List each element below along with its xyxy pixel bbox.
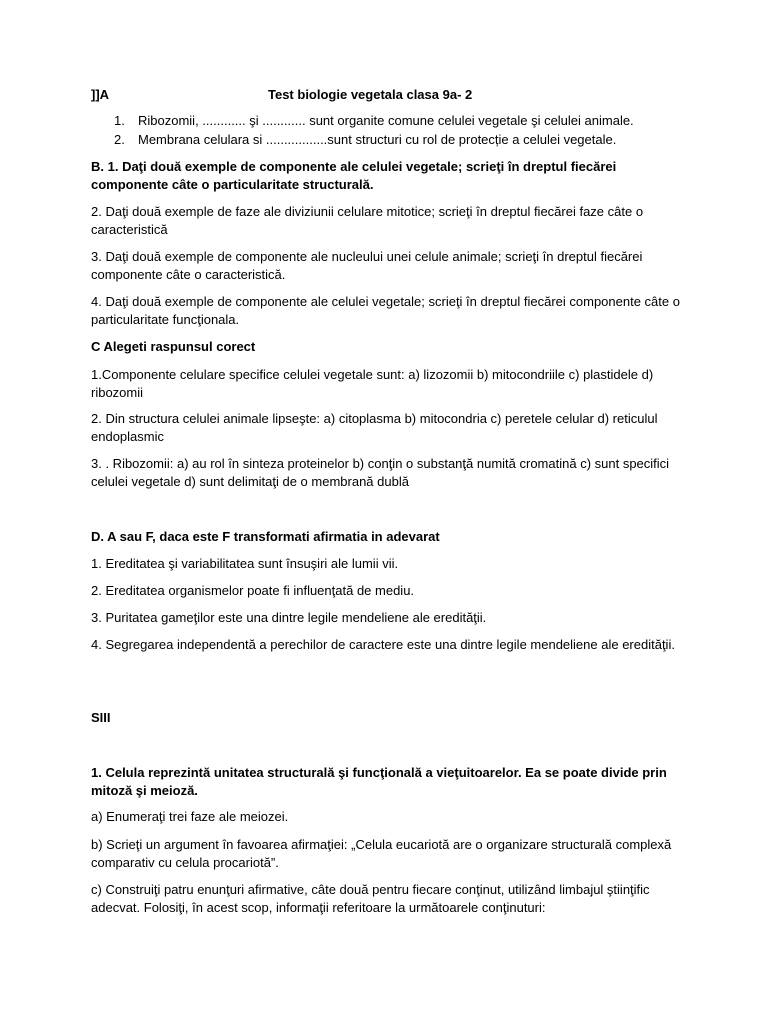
section-b-question-3: 3. Daţi două exemple de componente ale nucleului unei celule animale; scrieţi în dreptul fiecărei componente câte o caracteristică. (91, 249, 643, 282)
section-d-statement-1: 1. Ereditatea şi variabilitatea sunt însuşiri ale lumii vii. (91, 556, 399, 571)
test-header (91, 86, 691, 104)
section-d-statement-2: 2. Ereditatea organismelor poate fi influenţată de mediu. (91, 583, 415, 598)
section-siii-heading: SIII (91, 710, 111, 725)
section-siii-intro: 1. Celula reprezintă unitatea structurală şi funcţională a vieţuitoarelor. Ea se poate divide prin mitoză şi meioză. (91, 765, 667, 798)
list-item-number: 2. (114, 132, 125, 147)
list-item (91, 112, 691, 131)
section-d-statement-3: 3. Puritatea gameţilor este una dintre legile mendeliene ale eredităţii. (91, 610, 487, 625)
list-item (91, 131, 691, 150)
section-d-heading: D. A sau F, daca este F transformati afirmatia in adevarat (91, 529, 440, 544)
list-item-text: Membrana celulara si .................sunt structuri cu rol de protecție a celulei vegetale. (138, 132, 617, 147)
section-a-list (91, 112, 691, 150)
section-d-statement-4: 4. Segregarea independentă a perechilor de caractere este una dintre legile mendeliene ale eredităţii. (91, 637, 675, 652)
list-item-text: Ribozomii, ............ şi ............ sunt organite comune celulei vegetale şi celulei animale. (138, 113, 634, 128)
section-c-question-3: 3. . Ribozomii: a) au rol în sinteza proteinelor b) conţin o substanţă numită cromatină c) sunt specifici celulei vegetale d) sunt delimitaţi de o membrană dublă (91, 456, 670, 489)
test-code: ]]A (91, 87, 110, 102)
section-siii-item-b: b) Scrieţi un argument în favoarea afirmaţiei: „Celula eucariotă are o organizare structurală complexă comparativ cu celula procariotă”. (91, 837, 672, 870)
section-siii-item-c: c) Construiţi patru enunţuri afirmative, câte două pentru fiecare conţinut, utilizând limbajul ştiinţific adecvat. Folosiţi, în acest scop, informaţii referitoare la următoarele conţinuturi: (91, 882, 650, 915)
section-siii-item-a: a) Enumeraţi trei faze ale meiozei. (91, 809, 289, 824)
section-c-question-1: 1.Componente celulare specifice celulei vegetale sunt: a) lizozomii b) mitocondriile c) plastidele d) ribozomii (91, 367, 654, 400)
section-c-question-2: 2. Din structura celulei animale lipseşte: a) citoplasma b) mitocondria c) peretele celular d) reticulul endoplasmic (91, 411, 658, 444)
test-title: Test biologie vegetala clasa 9a- 2 (268, 87, 473, 102)
section-c-heading: C Alegeti raspunsul corect (91, 339, 256, 354)
section-b-question-4: 4. Daţi două exemple de componente ale celulei vegetale; scrieţi în dreptul fiecărei componente câte o particularitate funcţionala. (91, 294, 680, 327)
list-item-number: 1. (114, 113, 125, 128)
section-b-question-1: B. 1. Daţi două exemple de componente ale celulei vegetale; scrieţi în dreptul fiecărei componente câte o particularitate structurală. (91, 159, 617, 192)
section-b-question-2: 2. Daţi două exemple de faze ale diviziunii celulare mitotice; scrieţi în dreptul fiecărei faze câte o caracteristică (91, 204, 644, 237)
